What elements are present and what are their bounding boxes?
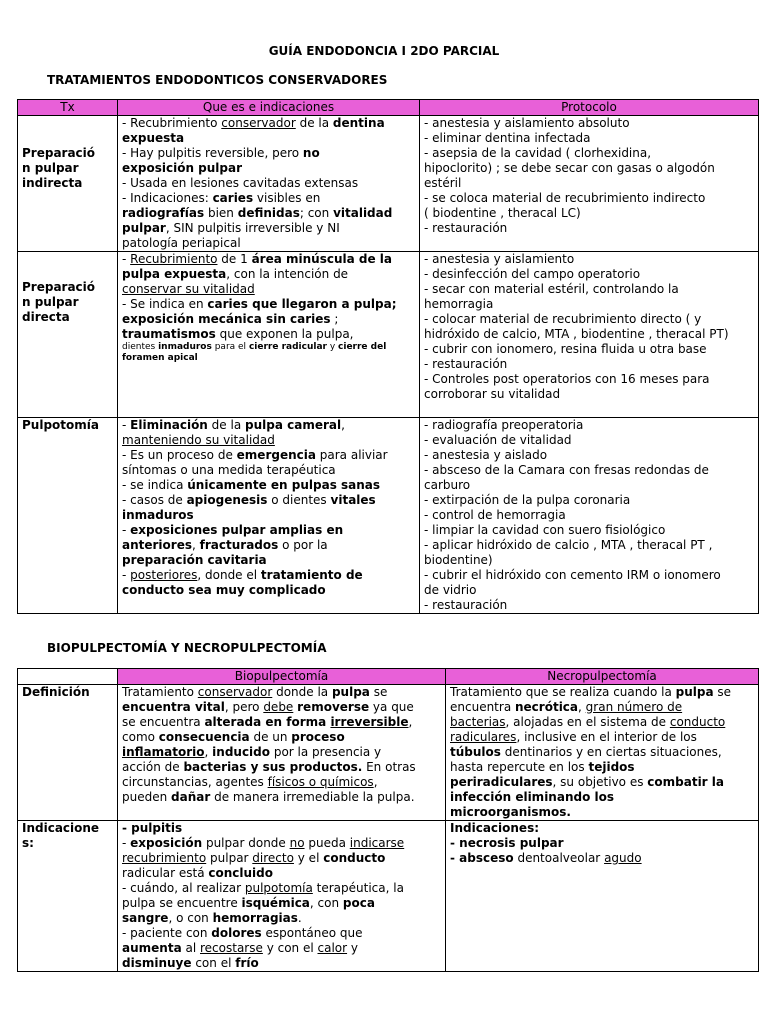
text-line: - Recubrimiento conservador de la dentina bbox=[122, 116, 385, 130]
text-line: síntomas o una medida terapéutica bbox=[122, 463, 336, 477]
text-line: - posteriores, donde el tratamiento de bbox=[122, 568, 363, 582]
text-line: túbulos dentinarios y en ciertas situaciones, bbox=[450, 745, 722, 759]
text-line: - limpiar la cavidad con suero fisiológico bbox=[424, 523, 666, 537]
text-line: - Indicaciones: caries visibles en bbox=[122, 191, 321, 205]
header-tx: Tx bbox=[18, 100, 118, 116]
table-row bbox=[18, 685, 759, 821]
text-line: exposición mecánica sin caries ; bbox=[122, 312, 339, 326]
text-line: pueden dañar de manera irremediable la pulpa. bbox=[122, 790, 415, 804]
text-line: - evaluación de vitalidad bbox=[424, 433, 572, 447]
text-line: anteriores, fracturados o por la bbox=[122, 538, 328, 552]
text-line: - restauración bbox=[424, 598, 508, 612]
text-line: - restauración bbox=[424, 357, 508, 371]
text-line: preparación cavitaria bbox=[122, 553, 267, 567]
row-label-definition: Definición bbox=[18, 685, 118, 821]
text-line: Tratamiento que se realiza cuando la pulpa se bbox=[450, 685, 732, 699]
text-line: - Es un proceso de emergencia para aliviar bbox=[122, 448, 388, 462]
text-line: - absceso dentoalveolar agudo bbox=[450, 851, 642, 865]
text-line: - radiografía preoperatoria bbox=[424, 418, 584, 432]
text-line: traumatismos que exponen la pulpa, bbox=[122, 327, 354, 341]
text-line: - aplicar hidróxido de calcio , MTA , theracal PT , bbox=[424, 538, 713, 552]
section-title-pulpectomy: BIOPULPECTOMÍA Y NECROPULPECTOMÍA bbox=[47, 641, 327, 655]
treatment-name-line: n pulpar bbox=[22, 161, 79, 175]
header-description: Que es e indicaciones bbox=[118, 100, 420, 116]
text-line: - control de hemorragia bbox=[424, 508, 566, 522]
text-line: - anestesia y aislamiento bbox=[424, 252, 575, 266]
text-line: - restauración bbox=[424, 221, 508, 235]
table-row bbox=[18, 821, 759, 972]
treatment-description bbox=[118, 418, 420, 614]
treatment-protocol bbox=[420, 252, 759, 418]
header-necropulpectomy: Necropulpectomía bbox=[446, 669, 759, 685]
text-line: periradiculares, su objetivo es combatir la bbox=[450, 775, 724, 789]
text-line: pulpa se encuentre isquémica, con poca bbox=[122, 896, 375, 910]
pulpectomy-table bbox=[17, 668, 759, 972]
text-line: infección eliminando los bbox=[450, 790, 614, 804]
text-line: hasta repercute en los tejidos bbox=[450, 760, 635, 774]
text-line: recubrimiento pulpar directo y el conducto bbox=[122, 851, 386, 865]
text-line: estéril bbox=[424, 176, 462, 190]
text-line: pulpar, SIN pulpitis irreversible y NI bbox=[122, 221, 340, 235]
treatment-name-line: Preparació bbox=[22, 280, 96, 294]
text-line: inflamatorio, inducido por la presencia y bbox=[122, 745, 382, 759]
text-line: - anestesia y aislamiento absoluto bbox=[424, 116, 630, 130]
text-line: pulpa expuesta, con la intención de bbox=[122, 267, 349, 281]
text-line: sangre, o con hemorragias. bbox=[122, 911, 302, 925]
treatment-name-line: directa bbox=[22, 310, 70, 324]
text-line: microorganismos. bbox=[450, 805, 571, 819]
text-line: radiculares, inclusive en el interior de los bbox=[450, 730, 697, 744]
text-line: - desinfección del campo operatorio bbox=[424, 267, 641, 281]
table-row bbox=[18, 252, 759, 418]
text-line: - se indica únicamente en pulpas sanas bbox=[122, 478, 381, 492]
text-line: foramen apical bbox=[122, 353, 198, 363]
table-row bbox=[18, 418, 759, 614]
text-line: - se coloca material de recubrimiento indirecto bbox=[424, 191, 706, 205]
text-line: - Se indica en caries que llegaron a pulpa; bbox=[122, 297, 397, 311]
text-line: encuentra vital, pero debe removerse ya que bbox=[122, 700, 414, 714]
treatment-name bbox=[18, 418, 118, 614]
text-line: - Usada en lesiones cavitadas extensas bbox=[122, 176, 359, 190]
text-line: - cubrir con ionomero, resina fluida u otra base bbox=[424, 342, 707, 356]
treatment-name bbox=[18, 252, 118, 418]
biopulpectomy-indications bbox=[118, 821, 446, 972]
treatment-name-line: Pulpotomía bbox=[22, 418, 99, 432]
treatment-protocol bbox=[420, 116, 759, 252]
text-line: acción de bacterias y sus productos. En otras bbox=[122, 760, 416, 774]
text-line: manteniendo su vitalidad bbox=[122, 433, 275, 447]
text-line: circunstancias, agentes físicos o químicos, bbox=[122, 775, 378, 789]
text-line: - Recubrimiento de 1 área minúscula de la bbox=[122, 252, 392, 266]
table-header-row bbox=[18, 100, 759, 116]
necropulpectomy-definition bbox=[446, 685, 759, 821]
text-line: - Hay pulpitis reversible, pero no bbox=[122, 146, 320, 160]
text-line: - exposiciones pulpar amplias en bbox=[122, 523, 344, 537]
header-biopulpectomy: Biopulpectomía bbox=[118, 669, 446, 685]
text-line: de vidrio bbox=[424, 583, 477, 597]
text-line: - secar con material estéril, controlando la bbox=[424, 282, 679, 296]
text-line: hemorragia bbox=[424, 297, 494, 311]
text-line: patología periapical bbox=[122, 236, 241, 250]
text-line: exposición pulpar bbox=[122, 161, 243, 175]
text-line: - pulpitis bbox=[122, 821, 183, 835]
text-line: hipoclorito) ; se debe secar con gasas o algodón bbox=[424, 161, 715, 175]
text-line: - eliminar dentina infectada bbox=[424, 131, 591, 145]
text-line: - cubrir el hidróxido con cemento IRM o ionomero bbox=[424, 568, 721, 582]
text-line: - exposición pulpar donde no pueda indicarse bbox=[122, 836, 405, 850]
text-line: disminuye con el frío bbox=[122, 956, 259, 970]
text-line: - anestesia y aislado bbox=[424, 448, 548, 462]
text-line: bacterias, alojadas en el sistema de conducto bbox=[450, 715, 726, 729]
text-line: aumenta al recostarse y con el calor y bbox=[122, 941, 358, 955]
text-line: conducto sea muy complicado bbox=[122, 583, 326, 597]
row-label-indications: Indicacione s: bbox=[18, 821, 118, 972]
text-line: - asepsia de la cavidad ( clorhexidina, bbox=[424, 146, 652, 160]
header-protocol: Protocolo bbox=[420, 100, 759, 116]
text-line: radiografías bien definidas; con vitalidad bbox=[122, 206, 393, 220]
conservative-treatments-table bbox=[17, 99, 759, 614]
text-line: Tratamiento conservador donde la pulpa se bbox=[122, 685, 388, 699]
text-line: - extirpación de la pulpa coronaria bbox=[424, 493, 631, 507]
text-line: ( biodentine , theracal LC) bbox=[424, 206, 581, 220]
text-line: - paciente con dolores espontáneo que bbox=[122, 926, 363, 940]
treatment-description bbox=[118, 116, 420, 252]
table-row bbox=[18, 116, 759, 252]
text-line: - Controles post operatorios con 16 meses para bbox=[424, 372, 710, 386]
text-line: dientes inmaduros para el cierre radicular y cierre del bbox=[122, 342, 387, 352]
treatment-name-line: Preparació bbox=[22, 146, 96, 160]
text-line: Indicaciones: bbox=[450, 821, 540, 835]
section-title-conservative: TRATAMIENTOS ENDODONTICOS CONSERVADORES bbox=[47, 73, 388, 87]
treatment-protocol bbox=[420, 418, 759, 614]
text-line: - necrosis pulpar bbox=[450, 836, 564, 850]
text-line: corroborar su vitalidad bbox=[424, 387, 561, 401]
treatment-description bbox=[118, 252, 420, 418]
necropulpectomy-indications bbox=[446, 821, 759, 972]
document-title: GUÍA ENDODONCIA I 2DO PARCIAL bbox=[268, 44, 500, 58]
treatment-name-line: n pulpar bbox=[22, 295, 79, 309]
text-line: - absceso de la Camara con fresas redondas de bbox=[424, 463, 709, 477]
text-line: carburo bbox=[424, 478, 471, 492]
text-line: inmaduros bbox=[122, 508, 194, 522]
text-line: hidróxido de calcio, MTA , biodentine , theracal PT) bbox=[424, 327, 729, 341]
text-line: conservar su vitalidad bbox=[122, 282, 255, 296]
text-line: radicular está concluido bbox=[122, 866, 274, 880]
text-line: como consecuencia de un proceso bbox=[122, 730, 345, 744]
text-line: expuesta bbox=[122, 131, 185, 145]
treatment-name bbox=[18, 116, 118, 252]
text-line: encuentra necrótica, gran número de bbox=[450, 700, 683, 714]
text-line: se encuentra alterada en forma irreversible, bbox=[122, 715, 413, 729]
treatment-name-line: indirecta bbox=[22, 176, 83, 190]
header-empty bbox=[18, 669, 118, 685]
text-line: biodentine) bbox=[424, 553, 493, 567]
text-line: - colocar material de recubrimiento directo ( y bbox=[424, 312, 702, 326]
text-line: - Eliminación de la pulpa cameral, bbox=[122, 418, 345, 432]
text-line: - casos de apiogenesis o dientes vitales bbox=[122, 493, 376, 507]
table-header-row bbox=[18, 669, 759, 685]
text-line: - cuándo, al realizar pulpotomía terapéutica, la bbox=[122, 881, 404, 895]
biopulpectomy-definition bbox=[118, 685, 446, 821]
